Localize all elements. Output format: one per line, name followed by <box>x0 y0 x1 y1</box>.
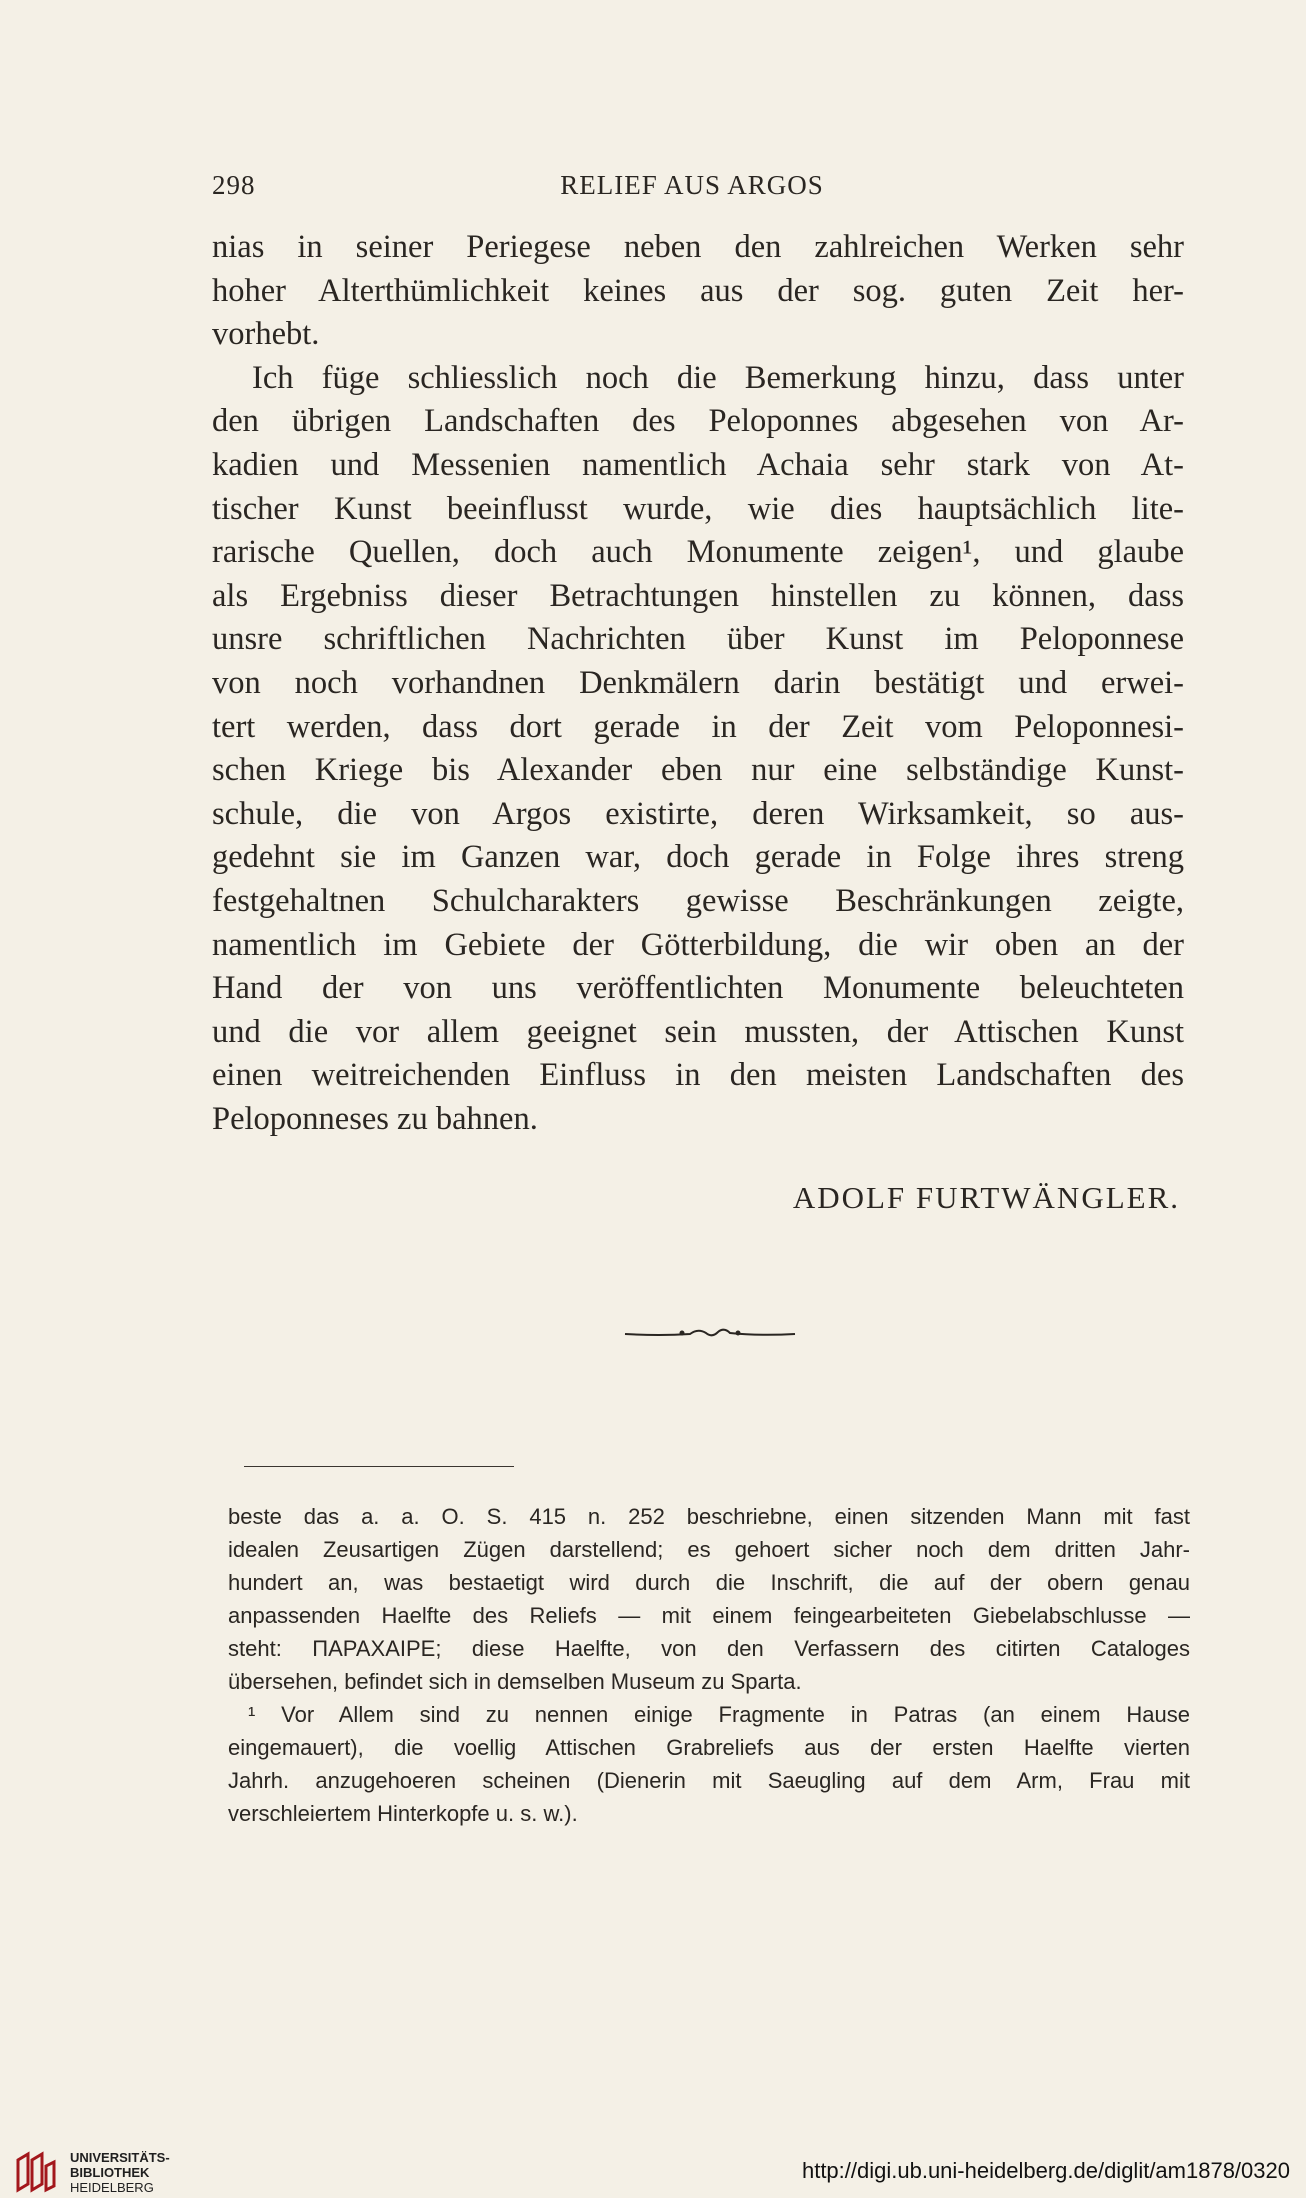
text-line: tischer Kunst beeinflusst wurde, wie dies hauptsächlich lite- <box>212 490 1184 527</box>
footnote-line: beste das a. a. O. S. 415 n. 252 beschriebne, einen sitzenden Mann mit fast <box>228 1504 1190 1529</box>
footnote-line: Jahrh. anzugehoeren scheinen (Dienerin mit Saeugling auf dem Arm, Frau mit <box>228 1768 1190 1793</box>
text-line: schule, die von Argos existirte, deren Wirksamkeit, so aus- <box>212 795 1184 832</box>
text-line: Peloponneses zu bahnen. <box>212 1100 538 1137</box>
text-line: hoher Alterthümlichkeit keines aus der sog. guten Zeit her- <box>212 272 1184 309</box>
text-line: als Ergebniss dieser Betrachtungen hinstellen zu können, dass <box>212 577 1184 614</box>
text-line: Ich füge schliesslich noch die Bemerkung hinzu, dass unter <box>252 359 1184 396</box>
text-line: den übrigen Landschaften des Peloponnes abgesehen von Ar- <box>212 403 1184 440</box>
footnote-rule <box>244 1466 514 1467</box>
text-line: vorhebt. <box>212 316 320 353</box>
footnote-line: verschleiertem Hinterkopfe u. s. w.). <box>228 1801 578 1826</box>
text-line: unsre schriftlichen Nachrichten über Kunst im Peloponnese <box>212 621 1184 658</box>
text-line: kadien und Messenien namentlich Achaia sehr stark von At- <box>212 446 1184 483</box>
footnote-line: ¹ Vor Allem sind zu nennen einige Fragmente in Patras (an einem Hause <box>248 1702 1190 1727</box>
page-title: RELIEF AUS ARGOS <box>560 170 824 200</box>
fleuron-ornament <box>620 1318 800 1348</box>
text-line: und die vor allem geeignet sein mussten, der Attischen Kunst <box>212 1013 1184 1050</box>
source-url-link[interactable]: http://digi.ub.uni-heidelberg.de/diglit/am1878/0320 <box>801 2158 1290 2183</box>
text-line: rarische Quellen, doch auch Monumente zeigen¹, und glaube <box>212 534 1184 571</box>
library-name-line: BIBLIOTHEK <box>70 2165 150 2180</box>
body-text <box>212 226 1184 1141</box>
footnote-line: übersehen, befindet sich in demselben Museum zu Sparta. <box>228 1669 802 1694</box>
footnote-line: eingemauert), die voellig Attischen Grabreliefs aus der ersten Haelfte vierten <box>228 1735 1190 1760</box>
library-name-line: HEIDELBERG <box>70 2180 154 2195</box>
footnote-line: anpassenden Haelfte des Reliefs — mit einem feingearbeiteten Giebelabschlusse — <box>228 1603 1190 1628</box>
running-head <box>212 170 1172 210</box>
text-line: festgehaltnen Schulcharakters gewisse Beschränkungen zeigte, <box>212 882 1184 919</box>
footnote-line: idealen Zeusartigen Zügen darstellend; es gehoert sicher noch dem dritten Jahr- <box>228 1537 1190 1562</box>
footnotes <box>228 1500 1190 1830</box>
text-line: gedehnt sie im Ganzen war, doch gerade in Folge ihres streng <box>212 839 1184 876</box>
library-name-line: UNIVERSITÄTS- <box>70 2150 170 2165</box>
text-line: einen weitreichenden Einfluss in den meisten Landschaften des <box>212 1057 1184 1094</box>
author-signature: ADOLF FURTWÄNGLER. <box>792 1180 1180 1215</box>
footnote-line: hundert an, was bestaetigt wird durch die Inschrift, die auf der obern genau <box>228 1570 1190 1595</box>
library-logo-icon <box>14 2150 58 2194</box>
footnote-line: steht: ΠΑΡΑΧΑΙΡΕ; diese Haelfte, von den Verfassern des citirten Cataloges <box>228 1636 1190 1661</box>
text-line: nias in seiner Periegese neben den zahlreichen Werken sehr <box>212 229 1184 265</box>
library-name <box>70 2150 170 2195</box>
text-line: von noch vorhandnen Denkmälern darin bestätigt und erwei- <box>212 664 1184 701</box>
digitization-footer <box>0 2146 1306 2198</box>
text-line: namentlich im Gebiete der Götterbildung, die wir oben an der <box>212 926 1184 963</box>
text-line: tert werden, dass dort gerade in der Zeit vom Peloponnesi- <box>212 708 1184 745</box>
page-number: 298 <box>212 170 256 200</box>
text-line: Hand der von uns veröffentlichten Monumente beleuchteten <box>212 970 1184 1007</box>
text-line: schen Kriege bis Alexander eben nur eine selbständige Kunst- <box>212 752 1184 789</box>
